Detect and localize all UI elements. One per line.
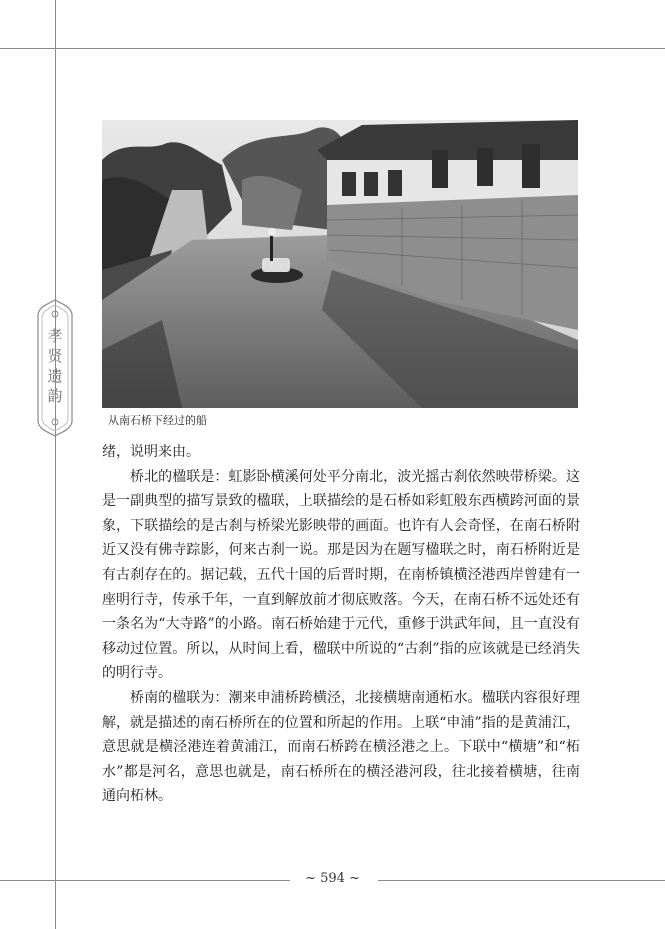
section-title-char: 孝: [47, 327, 63, 345]
margin-rule-top: [0, 48, 665, 49]
section-emblem: [34, 298, 76, 438]
paragraph: 桥北的楹联是：虹影卧横溪何处平分南北，波光摇古刹依然映带桥梁。这是一副典型的描写景致的楹联，上联描绘的是石桥如彩虹般东西横跨河面的景象，下联描绘的是古刹与桥梁光影映带的画面。也许有人会奇怪，在南石桥附近又没有佛寺踪影，何来古刹一说。那是因为在题写楹联之时，南石桥附近是有古刹存在的。据记载，五代十国的后晋时期，在南桥镇横泾港西岸曾建有一座明行寺，传承千年，一直到解放前才彻底败落。今天，在南石桥不远处还有一条名为“大寺路”的小路。南石桥始建于元代，重修于洪武年间，且一直没有移动过位置。所以，从时间上看，楹联中所说的“古刹”指的应该就是已经消失的明行寺。: [102, 468, 580, 682]
margin-rule-vertical: [55, 0, 56, 929]
photo-caption: 从南石桥下经过的船: [108, 414, 207, 427]
paragraph: 桥南的楹联为：潮来申浦桥跨横泾，北接横塘南通柘水。楹联内容很好理解，就是描述的南石桥所在的位置和所起的作用。上联“申浦”指的是黄浦江，意思就是横泾港连着黄浦江，而南石桥跨在横泾港之上。下联中“横塘”和“柘水”都是河名，意思也就是，南石桥所在的横泾港河段，往北接着横塘，往南通向柘林。: [102, 689, 580, 805]
section-title-char: 遗: [47, 367, 63, 385]
page-number: ~ 594 ~: [305, 871, 360, 886]
section-title-char: 贤: [47, 347, 63, 365]
body-text: [102, 440, 580, 809]
canal-photo: [102, 120, 578, 408]
section-title-char: 韵: [47, 387, 63, 405]
canal-boat-photo-icon: [102, 120, 578, 408]
paragraph: 绪，说明来由。: [102, 444, 200, 460]
section-title-vertical: [34, 326, 76, 406]
